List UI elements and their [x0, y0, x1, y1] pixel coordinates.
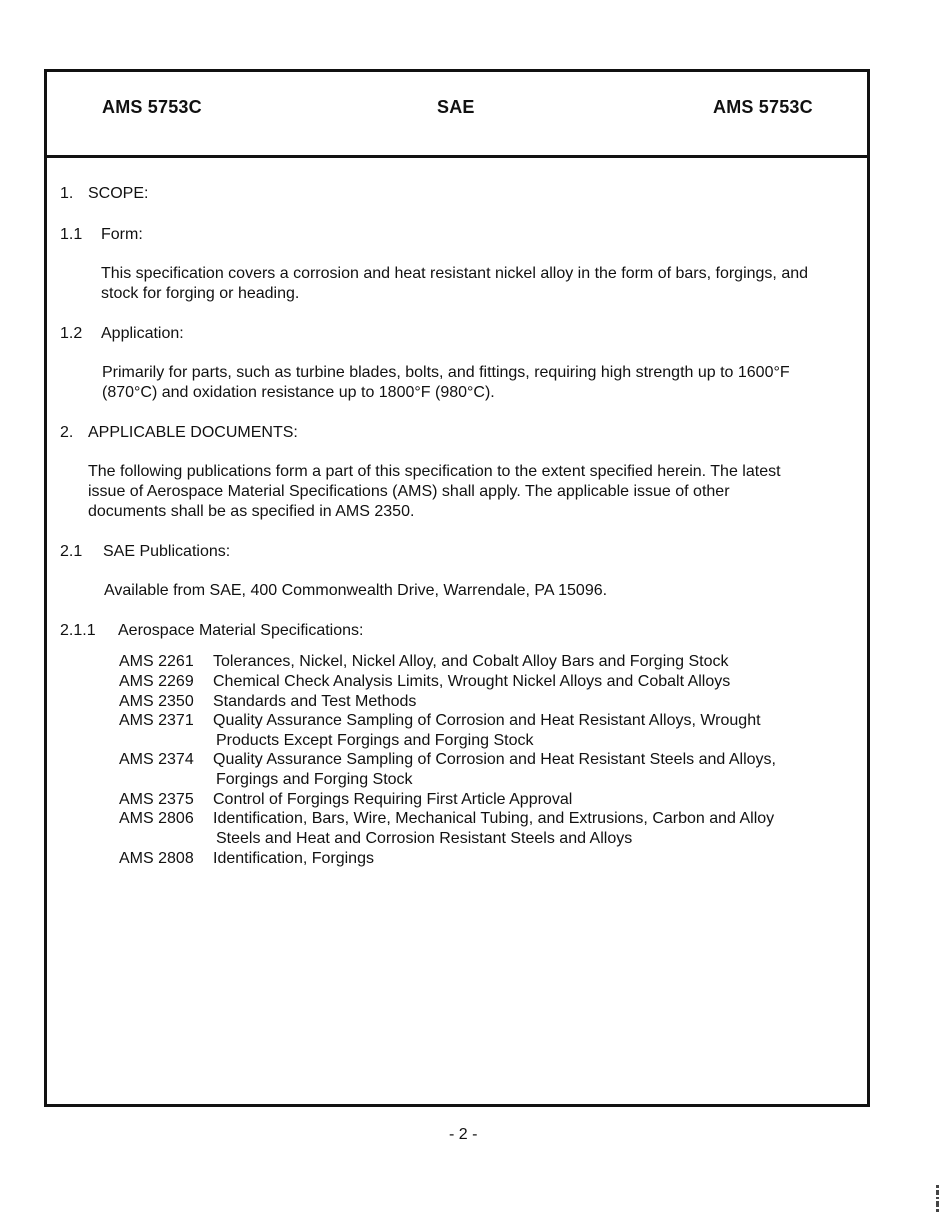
- reference-code: AMS 2375: [119, 791, 194, 808]
- reference-title: Quality Assurance Sampling of Corrosion and Heat Resistant Alloys, Wrought: [213, 712, 761, 729]
- reference-title: Tolerances, Nickel, Nickel Alloy, and Cobalt Alloy Bars and Forging Stock: [213, 653, 729, 670]
- section-title: Form:: [101, 226, 143, 243]
- body-line: This specification covers a corrosion and heat resistant nickel alloy in the form of bars, forgings, and: [101, 265, 809, 282]
- reference-code: AMS 2374: [119, 751, 194, 768]
- reference-title-continued: Products Except Forgings and Forging Stock: [216, 732, 534, 749]
- reference-title: Chemical Check Analysis Limits, Wrought Nickel Alloys and Cobalt Alloys: [213, 673, 731, 690]
- section-number: 2.1.1: [60, 622, 96, 639]
- reference-code: AMS 2269: [119, 673, 194, 690]
- section-1-heading: [60, 184, 149, 204]
- section-number: 1.1: [60, 226, 83, 243]
- section-1-2-heading: [60, 324, 184, 344]
- section-1-1-heading: [60, 225, 143, 245]
- reference-code: AMS 2806: [119, 810, 194, 827]
- reference-title-continued: Forgings and Forging Stock: [216, 771, 413, 788]
- scan-edge-mark: [936, 1185, 939, 1215]
- section-2-body: [88, 462, 781, 522]
- reference-title: Identification, Bars, Wire, Mechanical Tubing, and Extrusions, Carbon and Alloy: [213, 810, 775, 827]
- section-number: 2.1: [60, 543, 83, 560]
- reference-code: AMS 2261: [119, 653, 194, 670]
- document-header: [47, 72, 867, 158]
- body-line: stock for forging or heading.: [101, 285, 300, 302]
- body-line: The following publications form a part of this specification to the extent specified herein. The latest: [88, 463, 781, 480]
- reference-code: AMS 2350: [119, 693, 194, 710]
- section-1-2-body: [102, 363, 790, 403]
- body-line: issue of Aerospace Material Specifications (AMS) shall apply. The applicable issue of other: [88, 483, 730, 500]
- section-2-1-1-heading: [60, 621, 364, 641]
- page-number: - 2 -: [449, 1126, 478, 1143]
- body-line: (870°C) and oxidation resistance up to 1800°F (980°C).: [102, 384, 495, 401]
- section-title: SCOPE:: [88, 185, 149, 202]
- reference-title: Control of Forgings Requiring First Article Approval: [213, 791, 573, 808]
- section-number: 2.: [60, 424, 74, 441]
- section-title: Application:: [101, 325, 184, 342]
- section-1-1-body: [101, 264, 808, 304]
- section-2-heading: [60, 423, 298, 443]
- section-title: Aerospace Material Specifications:: [118, 622, 364, 639]
- section-number: 1.: [60, 185, 74, 202]
- body-line: Primarily for parts, such as turbine blades, bolts, and fittings, requiring high strength up to 1600°F: [102, 364, 790, 381]
- reference-code: AMS 2371: [119, 712, 194, 729]
- header-doc-id-left: AMS 5753C: [102, 97, 202, 117]
- header-org: SAE: [437, 97, 475, 117]
- section-title: SAE Publications:: [103, 543, 231, 560]
- reference-title: Quality Assurance Sampling of Corrosion and Heat Resistant Steels and Alloys,: [213, 751, 776, 768]
- reference-code: AMS 2808: [119, 850, 194, 867]
- header-doc-id-right: AMS 5753C: [713, 97, 813, 117]
- section-2-1-body: Available from SAE, 400 Commonwealth Drive, Warrendale, PA 15096.: [104, 582, 608, 599]
- reference-title: Standards and Test Methods: [213, 693, 417, 710]
- reference-title-continued: Steels and Heat and Corrosion Resistant Steels and Alloys: [216, 830, 633, 847]
- section-2-1-heading: [60, 542, 231, 562]
- reference-title: Identification, Forgings: [213, 850, 374, 867]
- body-line: documents shall be as specified in AMS 2350.: [88, 503, 415, 520]
- section-title: APPLICABLE DOCUMENTS:: [88, 424, 298, 441]
- section-number: 1.2: [60, 325, 83, 342]
